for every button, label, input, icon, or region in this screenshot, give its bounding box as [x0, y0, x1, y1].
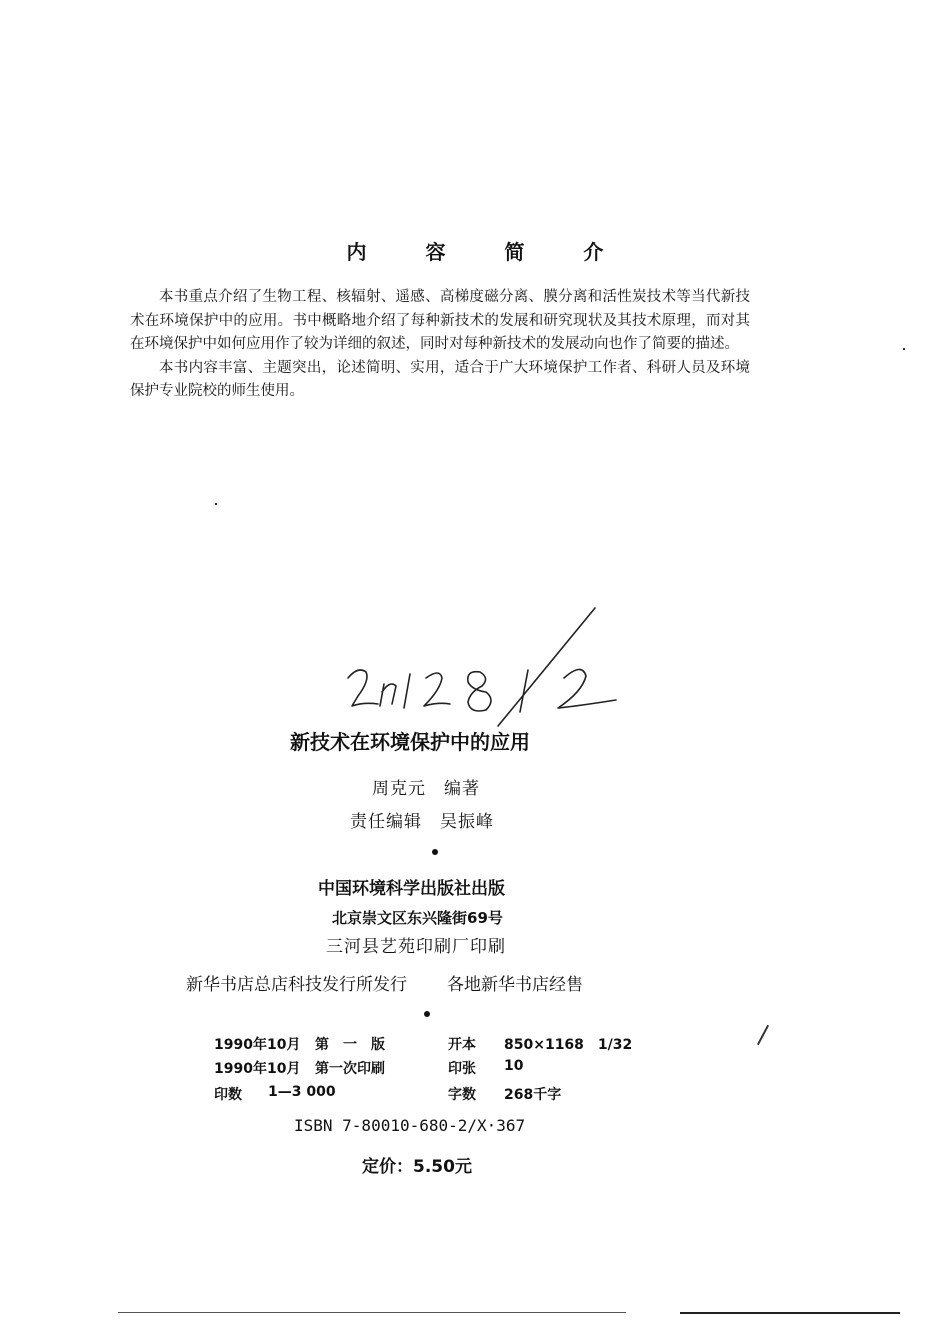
- words-value: 268千字: [504, 1087, 562, 1103]
- copies-label: 印数: [214, 1087, 242, 1103]
- format-value: 850×1168 1/32: [504, 1037, 633, 1053]
- handwritten-catalog-number: [330, 600, 650, 740]
- words-label: 字数: [448, 1087, 476, 1103]
- scan-speck: [215, 503, 217, 505]
- publisher: 中国环境科学出版社出版: [318, 879, 505, 899]
- summary-paragraph-2: 本书内容丰富、主题突出，论述简明、实用，适合于广大环境保护工作者、科研人员及环境保护专业院校的师生使用。: [130, 359, 750, 399]
- scan-speck: [757, 1025, 769, 1045]
- separator-dot: [424, 1011, 430, 1017]
- scan-edge-line: [680, 1312, 900, 1314]
- summary-paragraph-1: 本书重点介绍了生物工程、核辐射、遥感、高梯度磁分离、膜分离和活性炭技术等当代新技术在环境保护中的应用。书中概略地介绍了每种新技术的发展和研究现状及其技术原理，而对其在环境保护中如何应用作了较为详细的叙述，同时对每种新技术的发展动向也作了简要的描述。: [130, 289, 750, 352]
- sheets-value: 10: [504, 1058, 524, 1074]
- edition: 第 一 版: [315, 1037, 385, 1053]
- summary-heading: 内 容 简 介: [346, 240, 630, 264]
- responsible-editor: 责任编辑 吴振峰: [350, 812, 494, 832]
- scan-speck: [903, 348, 905, 350]
- publisher-address: 北京崇文区东兴隆街69号: [332, 909, 503, 927]
- price: 定价：5.50元: [362, 1157, 472, 1177]
- print-run: 第一次印刷: [315, 1061, 385, 1077]
- printer: 三河县艺苑印刷厂印刷: [326, 937, 506, 957]
- copies-value: 1—3 000: [268, 1084, 336, 1100]
- book-title: 新技术在环境保护中的应用: [290, 730, 530, 754]
- distribution-line: [186, 970, 583, 995]
- scan-edge-line: [118, 1312, 626, 1313]
- format-label: 开本: [448, 1037, 476, 1053]
- print-date: 1990年10月: [214, 1061, 301, 1077]
- isbn: ISBN 7-80010-680-2/X·367: [294, 1116, 526, 1135]
- sheets-label: 印张: [448, 1061, 476, 1077]
- summary-text: [130, 286, 750, 404]
- seller: 各地新华书店经售: [447, 975, 583, 995]
- edition-date: 1990年10月: [214, 1037, 301, 1053]
- author: 周克元 编著: [372, 779, 480, 799]
- separator-dot: [432, 849, 438, 855]
- distributor: 新华书店总店科技发行所发行: [186, 975, 407, 995]
- handwriting-drawing: [330, 600, 650, 740]
